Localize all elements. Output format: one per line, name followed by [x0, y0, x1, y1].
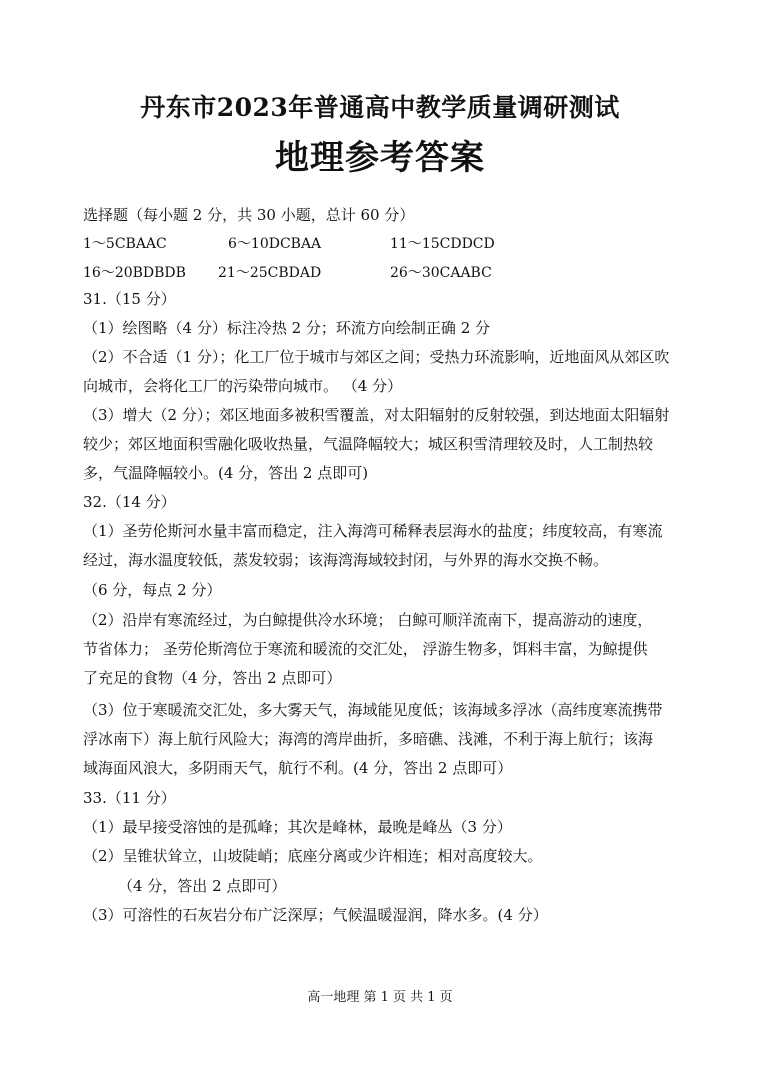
mc-answer-group: 6～10DCBAA: [228, 236, 322, 252]
q31-answer-line: （2）不合适（1 分）；化工厂位于城市与郊区之间；受热力环流影响，近地面风从郊区吹: [83, 348, 670, 366]
q33-answer-line: （4 分，答出 2 点即可）: [118, 877, 287, 895]
mc-answer-group: 26～30CAABC: [390, 265, 492, 281]
q31-answer-line: （1）绘图略（4 分）标注冷热 2 分；环流方向绘制正确 2 分: [83, 319, 491, 337]
mc-answer-group: 21～25CBDAD: [218, 265, 322, 281]
q32-heading: 32.（14 分）: [83, 493, 176, 511]
q33-answer-line: （2）呈锥状耸立，山坡陡峭；底座分离或少许相连；相对高度较大。: [83, 847, 543, 865]
q32-answer-line: 经过，海水温度较低，蒸发较弱；该海湾海域较封闭，与外界的海水交换不畅。: [83, 551, 609, 569]
q33-answer-line: （1）最早接受溶蚀的是孤峰；其次是峰林，最晚是峰丛（3 分）: [83, 818, 512, 836]
answer-key-title: 地理参考答案: [275, 138, 485, 178]
q32-answer-line: （1）圣劳伦斯河水量丰富而稳定，注入海湾可稀释表层海水的盐度；纬度较高，有寒流: [83, 522, 663, 540]
q33-heading: 33.（11 分）: [83, 789, 176, 807]
q32-answer-line: （2）沿岸有寒流经过，为白鲸提供冷水环境； 白鲸可顺洋流南下，提高游动的速度，: [83, 611, 653, 629]
q31-answer-line: 多，气温降幅较小。(4 分，答出 2 点即可): [83, 464, 369, 482]
q32-answer-line: 了充足的食物（4 分，答出 2 点即可）: [83, 669, 342, 687]
q32-answer-line: （6 分，每点 2 分）: [83, 581, 222, 599]
q32-answer-line: 浮冰南下）海上航行风险大；海湾的湾岸曲折，多暗礁、浅滩，不利于海上航行；该海: [83, 730, 654, 748]
mc-answer-group: 1～5CBAAC: [83, 236, 167, 252]
q31-answer-line: 较少；郊区地面积雪融化吸收热量，气温降幅较大；城区积雪清理较及时，人工制热较: [83, 435, 654, 453]
q31-answer-line: （3）增大（2 分）；郊区地面多被积雪覆盖，对太阳辐射的反射较强，到达地面太阳辐射: [83, 406, 670, 424]
exam-title: 丹东市2023年普通高中教学质量调研测试: [140, 93, 620, 122]
mc-answer-group: 16～20BDBDB: [83, 265, 186, 281]
page-footer: 高一地理 第 1 页 共 1 页: [307, 990, 453, 1005]
q33-answer-line: （3）可溶性的石灰岩分布广泛深厚；气候温暖湿润，降水多。(4 分）: [83, 906, 548, 924]
q31-heading: 31.（15 分）: [83, 290, 176, 308]
q32-answer-line: （3）位于寒暖流交汇处，多大雾天气，海域能见度低；该海域多浮冰（高纬度寒流携带: [83, 701, 663, 719]
q32-answer-line: 节省体力； 圣劳伦斯湾位于寒流和暖流的交汇处， 浮游生物多，饵料丰富，为鲸提供: [83, 640, 648, 658]
mc-heading: 选择题（每小题 2 分，共 30 小题，总计 60 分）: [83, 206, 415, 224]
q32-answer-line: 域海面风浪大，多阴雨天气，航行不利。(4 分，答出 2 点即可）: [83, 759, 513, 777]
mc-answer-group: 11～15CDDCD: [390, 236, 495, 252]
q31-answer-line: 向城市，会将化工厂的污染带向城市。 （4 分）: [83, 377, 403, 395]
